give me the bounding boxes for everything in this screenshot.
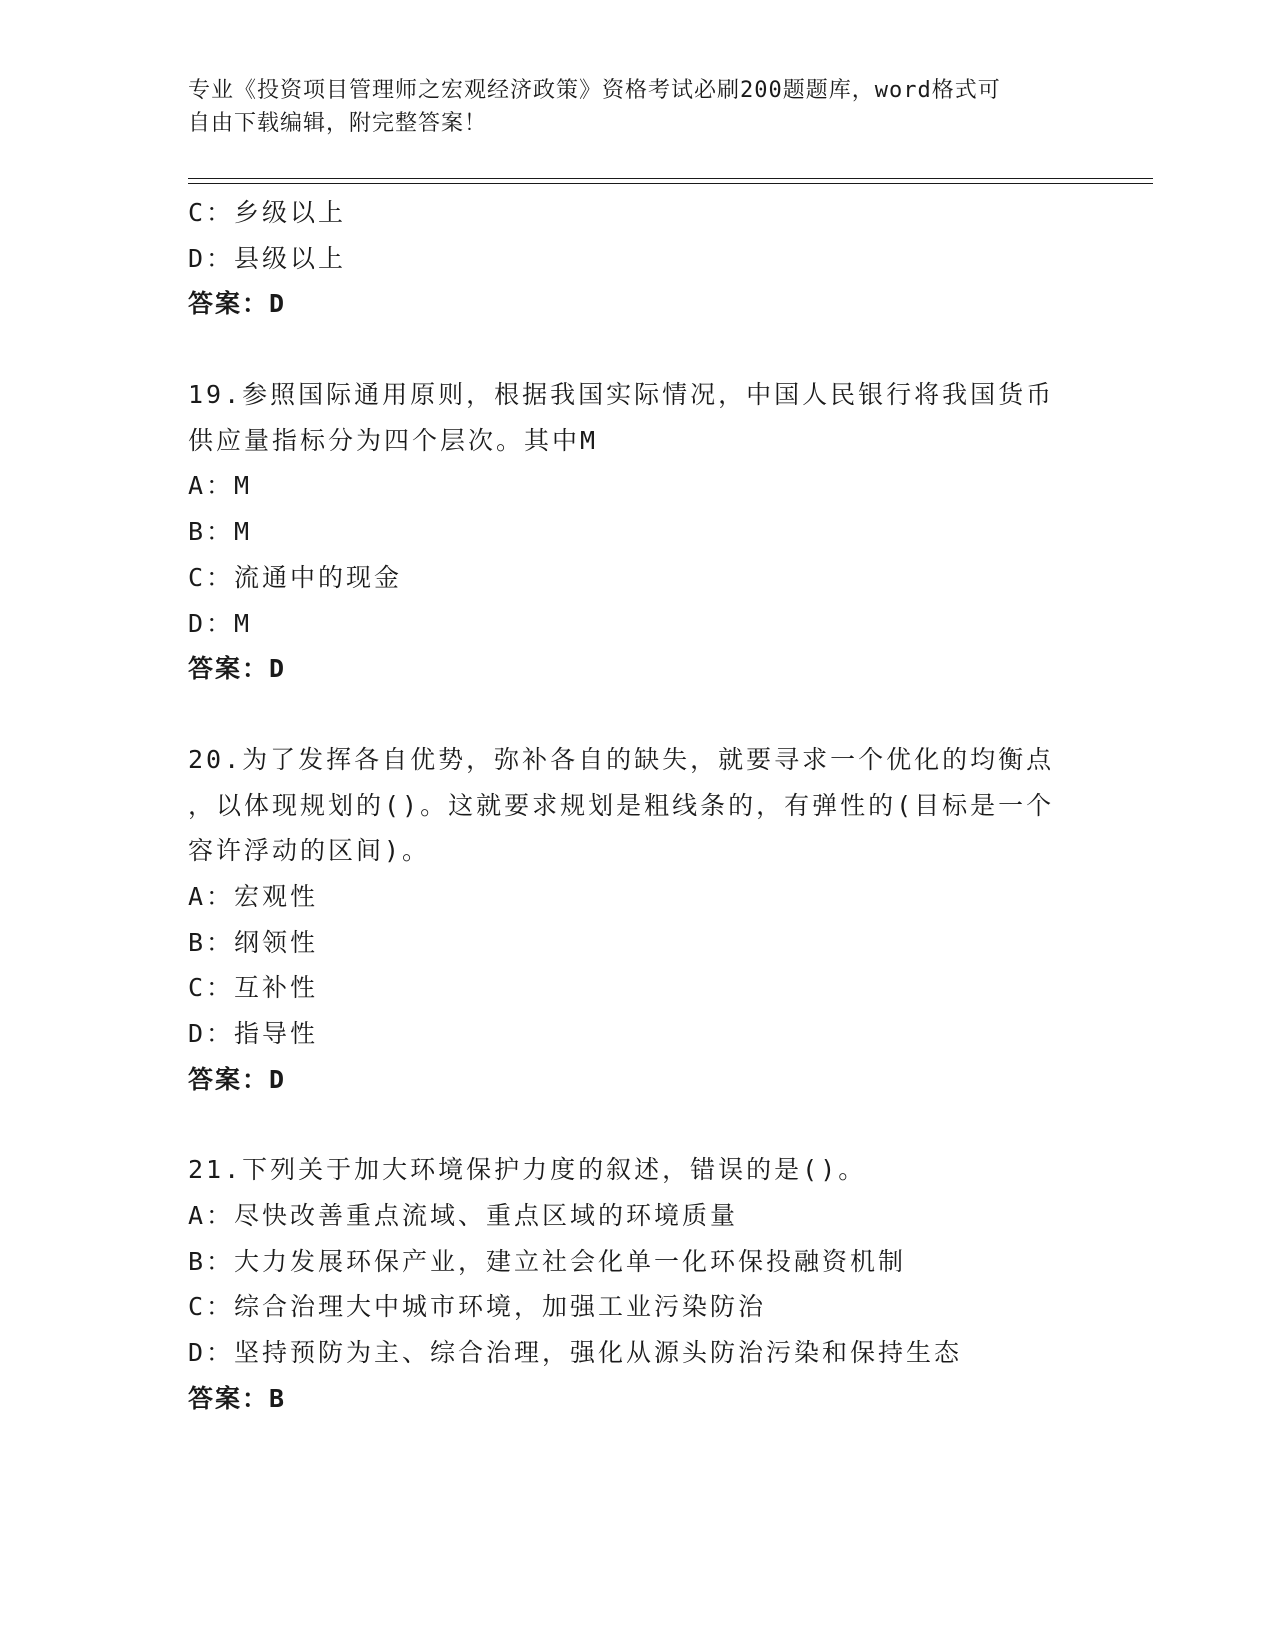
question-stem: 21.下列关于加大环境保护力度的叙述，错误的是()。	[188, 1155, 867, 1185]
option-c: C：乡级以上	[188, 198, 347, 227]
answer-line: 答案：D	[188, 289, 287, 319]
header-line-1: 专业《投资项目管理师之宏观经济政策》资格考试必刷200题题库，word格式可	[188, 78, 1001, 103]
answer-line: 答案：B	[188, 1383, 287, 1413]
question-block-21	[188, 1147, 1088, 1421]
option-d: D：县级以上	[188, 243, 347, 273]
option-d: D：M	[188, 608, 253, 638]
question-stem: 容许浮动的区间)。	[188, 836, 431, 866]
option-b: B：大力发展环保产业，建立社会化单一化环保投融资机制	[188, 1246, 907, 1276]
option-d: D：坚持预防为主、综合治理，强化从源头防治污染和保持生态	[188, 1338, 963, 1368]
question-stem: 19.参照国际通用原则，根据我国实际情况，中国人民银行将我国货币	[188, 380, 1055, 410]
question-block-20	[188, 737, 1088, 1103]
header-rule-bottom	[188, 183, 1153, 184]
option-b: B：M	[188, 517, 253, 547]
option-c: C：互补性	[188, 973, 319, 1003]
block-gap	[188, 1102, 1088, 1147]
answer-line: 答案：D	[188, 654, 287, 684]
question-list	[188, 190, 1088, 1422]
document-header	[188, 74, 1088, 140]
question-stem: ，以体现规划的()。这就要求规划是粗线条的，有弹性的(目标是一个	[188, 790, 1055, 820]
block-gap	[188, 692, 1088, 737]
question-block-18-tail	[188, 190, 1088, 327]
answer-line: 答案：D	[188, 1064, 287, 1094]
option-c: C：流通中的现金	[188, 562, 403, 592]
block-gap	[188, 327, 1088, 372]
option-d: D：指导性	[188, 1019, 319, 1048]
option-b: B：纲领性	[188, 927, 319, 957]
question-block-19	[188, 372, 1088, 692]
option-a: A：M	[188, 471, 253, 501]
option-a: A：尽快改善重点流域、重点区域的环境质量	[188, 1201, 739, 1231]
header-rule-top	[188, 178, 1153, 179]
option-c: C：综合治理大中城市环境，加强工业污染防治	[188, 1292, 767, 1322]
question-stem: 供应量指标分为四个层次。其中M	[188, 425, 599, 455]
question-stem: 20.为了发挥各自优势，弥补各自的缺失，就要寻求一个优化的均衡点	[188, 744, 1055, 774]
option-a: A：宏观性	[188, 881, 319, 911]
header-line-2: 自由下载编辑，附完整答案！	[188, 111, 488, 136]
